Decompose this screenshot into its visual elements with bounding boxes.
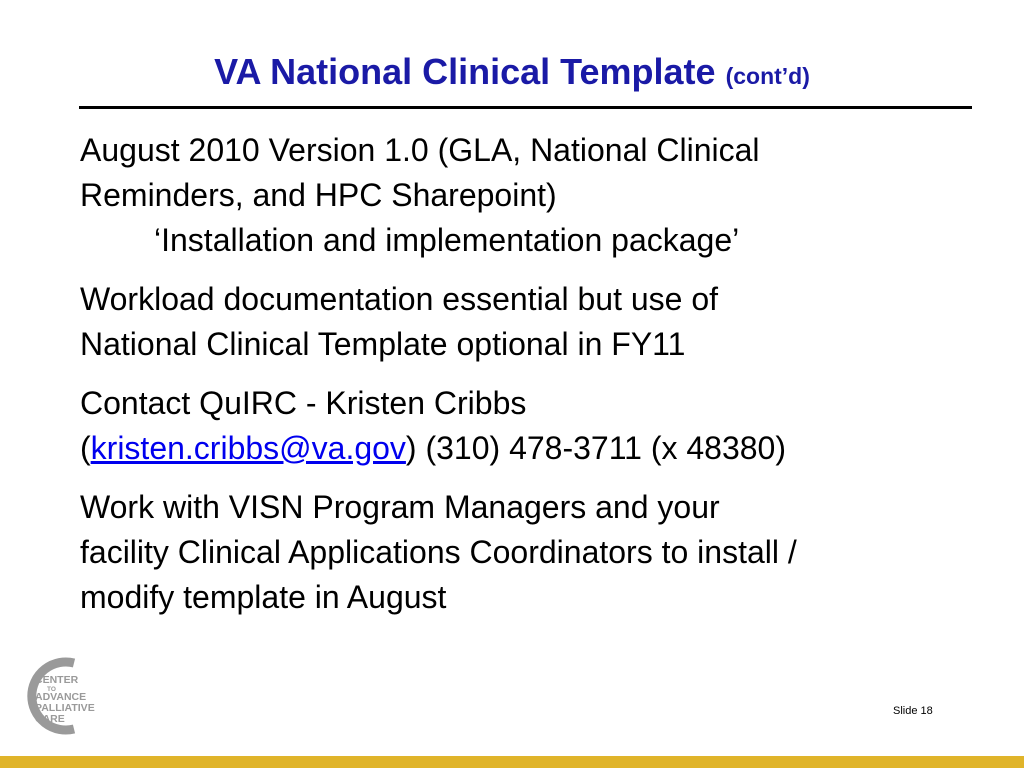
logo-text: TO xyxy=(47,686,56,693)
text-line: Contact QuIRC - Kristen Cribbs xyxy=(80,385,527,421)
text-line: Work with VISN Program Managers and your xyxy=(80,489,720,525)
logo-text: CENTER xyxy=(35,674,79,686)
text-line: Workload documentation essential but use of xyxy=(80,281,719,317)
logo-text: PALLIATIVE xyxy=(35,702,95,714)
paragraph-version xyxy=(80,128,980,263)
paragraph-visn xyxy=(80,485,980,620)
slide-body xyxy=(80,128,980,620)
paragraph-contact xyxy=(80,381,980,471)
slide-number: Slide 18 xyxy=(893,705,933,717)
title-underline-divider xyxy=(79,106,972,109)
logo-text: ADVANCE xyxy=(35,691,87,703)
open-paren: ( xyxy=(80,430,91,466)
footer-bar xyxy=(0,756,1024,768)
logo-text: CARE xyxy=(35,713,65,725)
contact-line xyxy=(80,426,980,471)
title-suffix: (cont’d) xyxy=(725,63,810,89)
indented-text-line: ‘Installation and implementation package’ xyxy=(154,222,740,258)
text-line: modify template in August xyxy=(80,579,447,615)
capc-logo-icon xyxy=(16,655,136,735)
text-line: National Clinical Template optional in FY11 xyxy=(80,326,686,362)
text-line: August 2010 Version 1.0 (GLA, National Clinical xyxy=(80,132,760,168)
email-link[interactable]: kristen.cribbs@va.gov xyxy=(90,430,406,466)
title-main: VA National Clinical Template xyxy=(214,51,716,92)
text-line: facility Clinical Applications Coordinators to install / xyxy=(80,534,797,570)
phone-text: ) (310) 478-3711 (x 48380) xyxy=(405,430,786,466)
slide-title xyxy=(0,50,1024,98)
paragraph-workload xyxy=(80,277,980,367)
text-line: Reminders, and HPC Sharepoint) xyxy=(80,177,557,213)
